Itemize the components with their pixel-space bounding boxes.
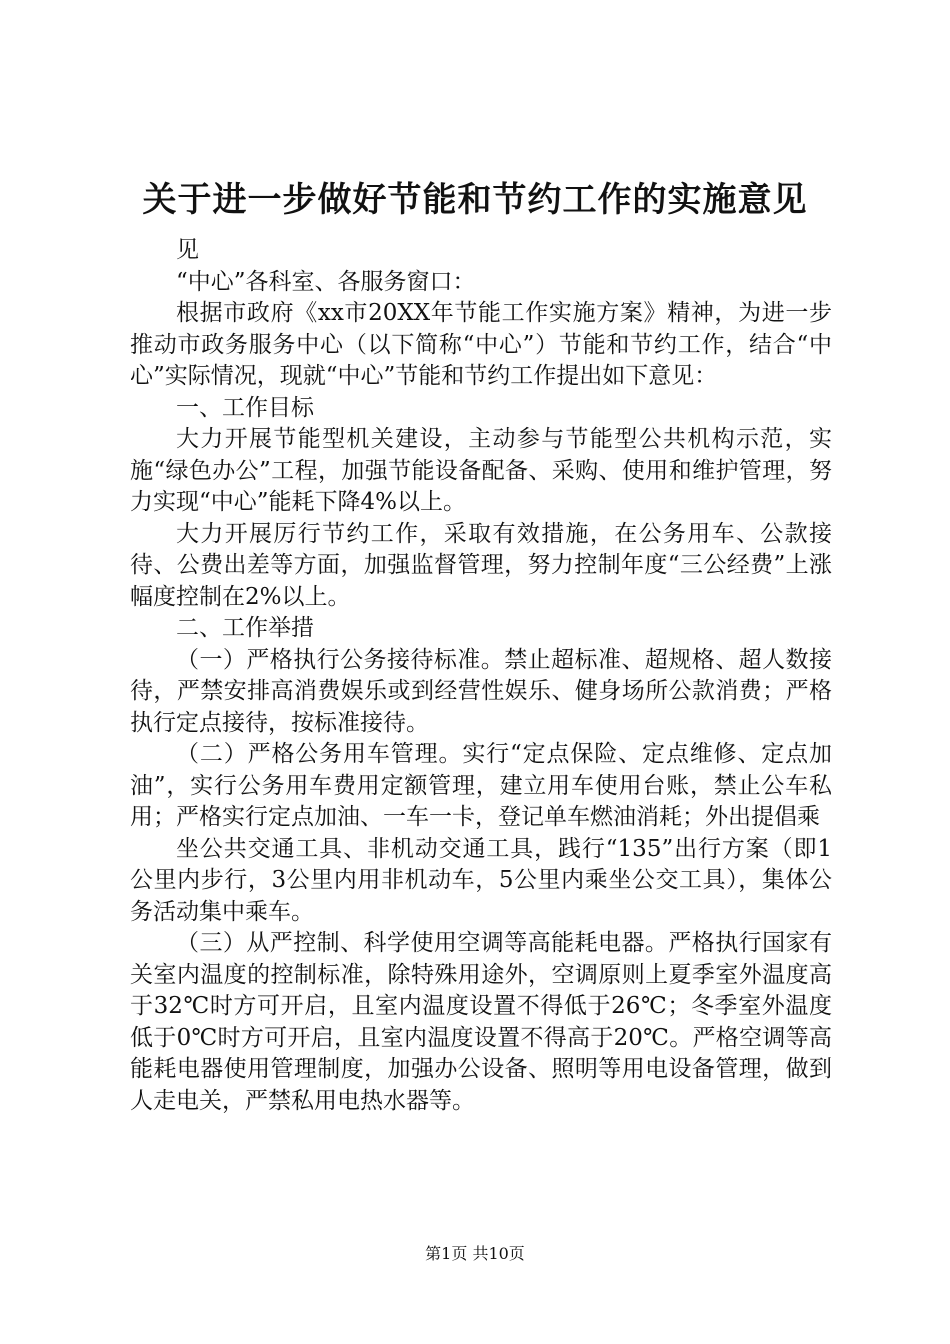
paragraph: （三）从严控制、科学使用空调等高能耗电器。严格执行国家有关室内温度的控制标准，除特殊用途外，空调原则上夏季室外温度高于32℃时方可开启，且室内温度设置不得低于26℃；冬季室外温度低于0℃时方可开启，且室内温度设置不得高于20℃。严格空调等高能耗电器使用管理制度，加强办公设备、照明等用电设备管理，做到人走电关，严禁私用电热水器等。 [130,930,832,1114]
section-heading: 二、工作举措 [176,615,314,641]
paragraph: （二）严格公务用车管理。实行“定点保险、定点维修、定点加油”，实行公务用车费用定额管理，建立用车使用台账，禁止公车私用；严格实行定点加油、一车一卡，登记单车燃油消耗；外出提倡乘 [130,741,832,830]
paragraph: 见 [176,237,199,263]
paragraph: 根据市政府《xx市20XX年节能工作实施方案》精神，为进一步推动市政务服务中心（以下简称“中心”）节能和节约工作，结合“中心”实际情况，现就“中心”节能和节约工作提出如下意见： [130,300,832,389]
paragraph: （一）严格执行公务接待标准。禁止超标准、超规格、超人数接待，严禁安排高消费娱乐或到经营性娱乐、健身场所公款消费；严格执行定点接待，按标准接待。 [130,646,832,736]
document-body [130,235,832,1117]
document-title: 关于进一步做好节能和节约工作的实施意见 [142,180,808,220]
section-heading: 一、工作目标 [176,394,314,421]
page-footer: 第1页 共10页 [425,1244,525,1263]
paragraph: 大力开展节能型机关建设，主动参与节能型公共机构示范，实施“绿色办公”工程，加强节能设备配备、采购、使用和维护管理，努力实现“中心”能耗下降4%以上。 [130,426,832,515]
paragraph: 大力开展厉行节约工作，采取有效措施，在公务用车、公款接待、公费出差等方面，加强监督管理，努力控制年度“三公经费”上涨幅度控制在2%以上。 [130,520,832,610]
paragraph: “中心”各科室、各服务窗口： [176,268,476,295]
paragraph: 坐公共交通工具、非机动交通工具，践行“135”出行方案（即1公里内步行，3公里内用非机动车，5公里内乘坐公交工具），集体公务活动集中乘车。 [130,835,832,925]
